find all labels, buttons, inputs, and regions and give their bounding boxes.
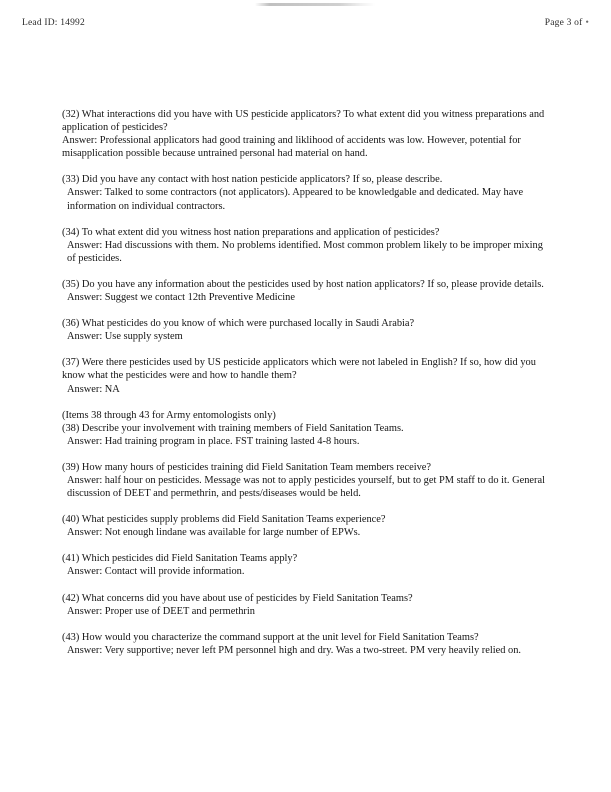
question-text: (37) Were there pesticides used by US pesticide applicators which were not labeled in English? If so, how did you know what the pesticides were and how to handle them? bbox=[62, 357, 536, 382]
question-text: (43) How would you characterize the command support at the unit level for Field Sanitation Teams? bbox=[62, 631, 479, 643]
question-text: (38) Describe your involvement with training members of Field Sanitation Teams. bbox=[62, 422, 404, 434]
answer-text: Answer: Very supportive; never left PM personnel high and dry. Was a two-street. PM very heavily relied on. bbox=[67, 644, 522, 656]
question-text: (36) What pesticides do you know of which were purchased locally in Saudi Arabia? bbox=[62, 318, 415, 330]
qa-block bbox=[62, 631, 550, 657]
answer-text: Answer: Use supply system bbox=[67, 331, 183, 343]
answer-text: Answer: Had training program in place. FST training lasted 4-8 hours. bbox=[67, 435, 360, 447]
question-text: (34) To what extent did you witness host nation preparations and application of pesticides? bbox=[62, 226, 440, 238]
page-header bbox=[0, 18, 611, 32]
qa-block bbox=[62, 278, 550, 304]
question-text: (39) How many hours of pesticides training did Field Sanitation Team members receive? bbox=[62, 461, 432, 473]
question-text: (32) What interactions did you have with US pesticide applicators? To what extent did you witness preparations and application of pesticides? bbox=[62, 109, 545, 134]
qa-block bbox=[62, 552, 550, 578]
qa-block bbox=[62, 317, 550, 343]
answer-text: Answer: Not enough lindane was available for large number of EPWs. bbox=[67, 527, 361, 539]
qa-block bbox=[62, 108, 550, 160]
page-total-value: • bbox=[585, 18, 589, 28]
lead-id-label: Lead ID: 14992 bbox=[22, 18, 85, 28]
questionnaire-body bbox=[62, 108, 550, 670]
question-text: (41) Which pesticides did Field Sanitation Teams apply? bbox=[62, 553, 298, 565]
question-text: (42) What concerns did you have about use of pesticides by Field Sanitation Teams? bbox=[62, 592, 413, 604]
section-note: (Items 38 through 43 for Army entomologists only) bbox=[62, 409, 276, 421]
answer-text: Answer: Talked to some contractors (not applicators). Appeared to be knowledgable and dedicated. May have information on individual contractors. bbox=[67, 187, 524, 212]
scan-artifact bbox=[255, 3, 375, 6]
qa-block bbox=[62, 409, 550, 448]
qa-block bbox=[62, 461, 550, 500]
answer-text: Answer: Contact will provide information. bbox=[67, 566, 245, 578]
page-number-label: Page 3 of bbox=[544, 18, 583, 28]
question-text: (40) What pesticides supply problems did Field Sanitation Teams experience? bbox=[62, 514, 386, 526]
question-text: (35) Do you have any information about the pesticides used by host nation applicators? If so, please provide details. bbox=[62, 278, 544, 290]
qa-block bbox=[62, 356, 550, 395]
qa-block bbox=[62, 226, 550, 265]
question-text: (33) Did you have any contact with host nation pesticide applicators? If so, please describe. bbox=[62, 174, 443, 186]
page-number bbox=[545, 18, 589, 28]
qa-block bbox=[62, 513, 550, 539]
answer-text: Answer: Had discussions with them. No problems identified. Most common problem likely to be improper mixing of pesticides. bbox=[67, 239, 543, 264]
qa-block bbox=[62, 592, 550, 618]
qa-block bbox=[62, 173, 550, 212]
answer-text: Answer: Professional applicators had good training and liklihood of accidents was low. However, potential for misapplication possible because untrained personal had material on hand. bbox=[62, 135, 521, 160]
answer-text: Answer: Suggest we contact 12th Preventive Medicine bbox=[67, 292, 295, 304]
answer-text: Answer: half hour on pesticides. Message was not to apply pesticides yourself, but to get PM staff to do it. General discussion of DEET and permethrin, and pests/diseases would be held. bbox=[67, 474, 545, 500]
answer-text: Answer: NA bbox=[67, 383, 120, 395]
answer-text: Answer: Proper use of DEET and permethrin bbox=[67, 605, 255, 617]
